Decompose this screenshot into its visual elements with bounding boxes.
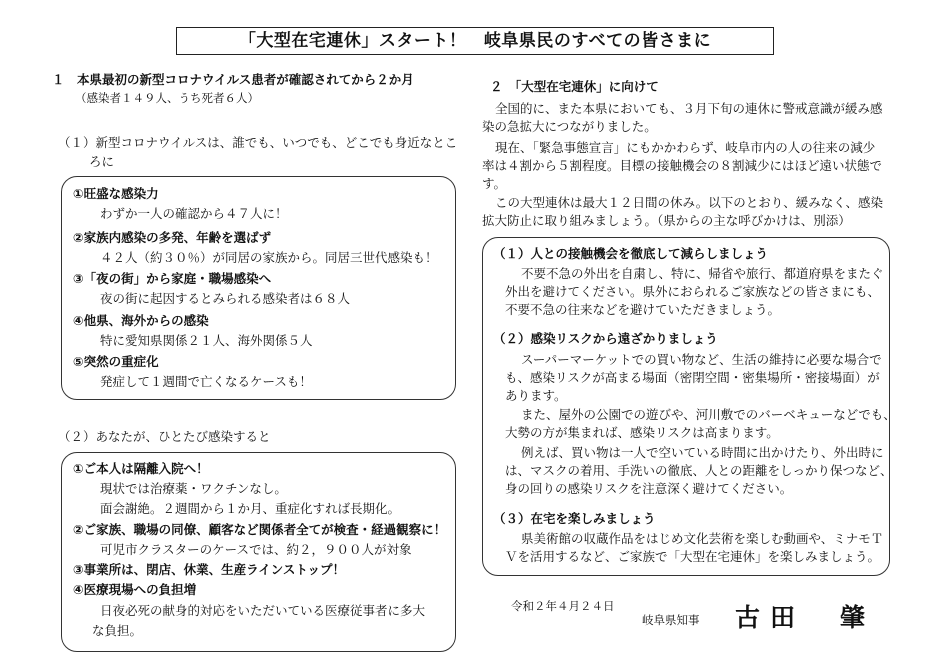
box2-item: な負担。 [92,623,143,638]
para3-line1: この大型連休は最大１２日間の休み。以下のとおり、緩みなく、感染 [495,195,884,210]
box1-item: ４２人（約３０％）が同居の家族から。同居三世代感染も！ [100,250,438,265]
section1-sub1-line2: ろに [89,154,115,169]
if-infected-box [61,452,456,652]
box1-item: ②家族内感染の多発、年齢を選ばず [73,230,272,245]
box3-item: （２）感染リスクから遠ざかりましょう [493,331,718,346]
box1-item: 特に愛知県関係２１人、海外関係５人 [100,333,313,348]
box2-item: ④医療現場への負担増 [73,582,197,597]
box3-item: 不要不急の外出を自粛し、特に、帰省や旅行、都道府県をまたぐ [521,266,884,281]
page-title: 「大型在宅連休」スタート！ 岐阜県民のすべての皆さまに [176,27,774,55]
box3-item: 県美術館の収蔵作品をはじめ文化芸術を楽しむ動画や、ミナモＴ [521,531,884,546]
box3-item: Ｖを活用するなど、ご家族で「大型在宅連休」を楽しみましょう。 [505,549,881,564]
box3-item: 外出を避けてください。県外におられるご家族などの皆さまにも、 [505,284,881,299]
box2-item: 日夜必死の献身的対応をいただいている医療従事者に多大 [100,603,426,618]
box1-item: ④他県、海外からの感染 [73,313,209,328]
box2-item: 現状では治療薬・ワクチンなし。 [100,481,287,496]
box2-item: ③事業所は、閉店、休業、生産ラインストップ！ [73,562,345,577]
box1-item: ③「夜の街」から家庭・職場感染へ [73,271,272,286]
actions-box [482,237,896,576]
section1-sub2: （２）あなたが、ひとたび感染すると [58,429,271,444]
box3-item: 身の回りの感染リスクを注意深く避けてください。 [505,481,793,496]
box3-item: 大勢の方が集まれば、感染リスクは高まります。 [505,425,779,440]
box1-item: わずか一人の確認から４７人に！ [100,206,288,221]
section1-sub1-line1: （１）新型コロナウイルスは、誰でも、いつでも、どこでも身近なとこ [58,135,458,150]
box3-item: （１）人との接触機会を徹底して減らしましょう [493,246,769,261]
box3-item: 不要不急の往来などを避けていただきましょう。 [505,302,781,317]
box1-item: 発症して１週間で亡くなるケースも！ [100,374,312,389]
box3-item: も、感染リスクが高まる場面（密閉空間・密集場所・密接場面）が [505,370,880,385]
para3-line2: 拡大防止に取り組みましょう。（県からの主な呼びかけは、別添） [482,213,851,228]
box3-item: （３）在宅を楽しみましょう [493,511,656,526]
para1-line2: 染の急拡大につながりました。 [482,119,657,134]
box2-item: 面会謝絶。２週間から１か月、重症化すれば長期化。 [100,501,401,516]
box2-item: ②ご家族、職場の同僚、顧客など関係者全てが検査・経過観察に！ [73,522,447,537]
para2-line3: す。 [482,176,507,191]
infection-features-box [61,176,456,400]
box2-item: ①ご本人は隔離入院へ！ [73,461,209,476]
para1-line1: 全国的に、また本県においても、３月下旬の連休に警戒意識が緩み感 [495,101,883,116]
box1-item: ⑤突然の重症化 [73,354,159,369]
box3-item: 例えば、買い物は一人で空いている時間に出かけたり、外出時に [521,445,884,460]
box2-item: 可児市クラスターのケースでは、約２，９００人が対象 [100,542,412,557]
section1-heading: １ 本県最初の新型コロナウイルス患者が確認されてから２か月 [52,72,414,87]
para2-line2: 率は４割から５割程度。目標の接触機会の８割減少にはほど遠い状態で [482,158,883,173]
box3-item: また、屋外の公園での遊びや、河川敷でのバーベキューなどでも、 [521,407,896,422]
issue-date: 令和２年４月２４日 [511,599,615,613]
box3-item: スーパーマーケットでの買い物など、生活の維持に必要な場合で [521,352,882,367]
box1-item: ①旺盛な感染力 [73,186,159,201]
box3-item: は、マスクの着用、手洗いの徹底、人との距離をしっかり保つなど、 [505,463,893,478]
para2-line1: 現在、「緊急事態宣言」にもかかわらず、岐阜市内の人の往来の減少 [495,140,876,155]
box3-item: あります。 [505,388,567,403]
governor-title: 岐阜県知事 [642,613,700,627]
section1-subtitle: （感染者１４９人、うち死者６人） [75,91,259,105]
box1-item: 夜の街に起因するとみられる感染者は６８人 [100,291,351,306]
section2-heading: ２ 「大型在宅連休」に向けて [490,79,659,94]
governor-signature: 古田 肇 [735,603,876,632]
